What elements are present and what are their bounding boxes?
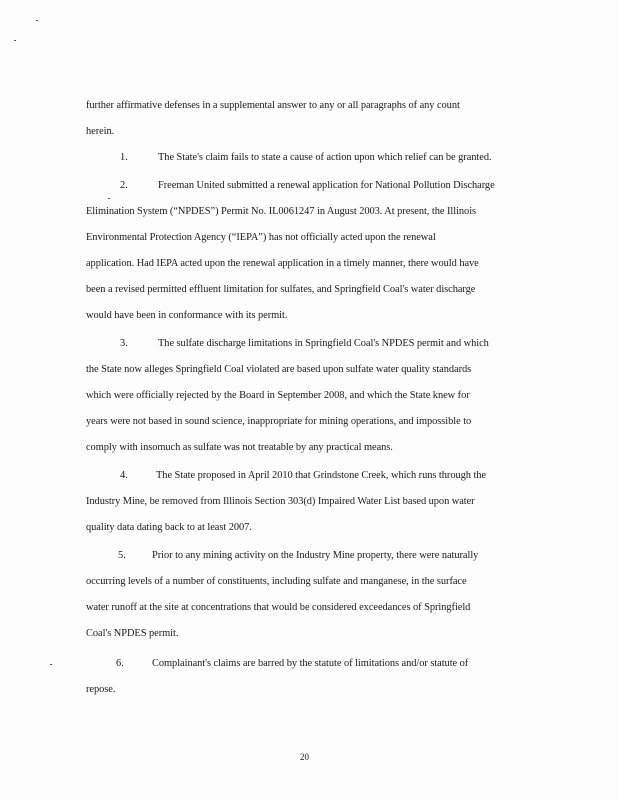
paragraph-5-line: water runoff at the site at concentrations that would be considered exceedances of Springfield (86, 602, 471, 613)
paragraph-3-line: the State now alleges Springfield Coal violated are based upon sulfate water quality standards (86, 364, 472, 375)
paragraph-number: 2. (120, 180, 128, 191)
paragraph-2-line: Elimination System (“NPDES”) Permit No. IL0061247 in August 2003. At present, the Illinois (86, 206, 477, 217)
scan-speck (14, 40, 16, 41)
paragraph-4-line: The State proposed in April 2010 that Grindstone Creek, which runs through the (156, 470, 486, 481)
page-number: 20 (300, 752, 309, 762)
paragraph-1-line: The State's claim fails to state a cause of action upon which relief can be granted. (158, 152, 492, 163)
paragraph-2-line: application. Had IEPA acted upon the renewal application in a timely manner, there would have (86, 258, 479, 269)
intro-line: herein. (86, 126, 115, 137)
intro-line: further affirmative defenses in a supplemental answer to any or all paragraphs of any count (86, 100, 460, 111)
paragraph-5-line: Prior to any mining activity on the Industry Mine property, there were naturally (152, 550, 479, 561)
paragraph-number: 3. (120, 338, 128, 349)
paragraph-2-line: Environmental Protection Agency (“IEPA”) has not officially acted upon the renewal (86, 232, 436, 243)
scan-speck (36, 20, 38, 21)
paragraph-3-line: comply with insomuch as sulfate was not treatable by any practical means. (86, 442, 393, 453)
paragraph-number: 4. (120, 470, 128, 481)
paragraph-2-line: been a revised permitted effluent limitation for sulfates, and Springfield Coal's water discharge (86, 284, 476, 295)
scan-speck (108, 198, 110, 199)
paragraph-3-line: which were officially rejected by the Board in September 2008, and which the State knew for (86, 390, 470, 401)
scan-speck (50, 664, 52, 665)
paragraph-number: 5. (118, 550, 126, 561)
paragraph-2-line: would have been in conformance with its permit. (86, 310, 288, 321)
paragraph-4-line: quality data dating back to at least 2007. (86, 522, 252, 533)
paragraph-number: 1. (120, 152, 128, 163)
paragraph-3-line: years were not based in sound science, inappropriate for mining operations, and impossible to (86, 416, 472, 427)
paragraph-number: 6. (116, 658, 124, 669)
paragraph-6-line: repose. (86, 684, 116, 695)
paragraph-2-line: Freeman United submitted a renewal application for National Pollution Discharge (158, 180, 495, 191)
paragraph-4-line: Industry Mine, be removed from Illinois Section 303(d) Impaired Water List based upon water (86, 496, 475, 507)
paragraph-5-line: occurring levels of a number of constituents, including sulfate and manganese, in the surface (86, 576, 467, 587)
paragraph-6-line: Complainant's claims are barred by the statute of limitations and/or statute of (152, 658, 469, 669)
paragraph-5-line: Coal's NPDES permit. (86, 628, 179, 639)
paragraph-3-line: The sulfate discharge limitations in Springfield Coal's NPDES permit and which (158, 338, 489, 349)
